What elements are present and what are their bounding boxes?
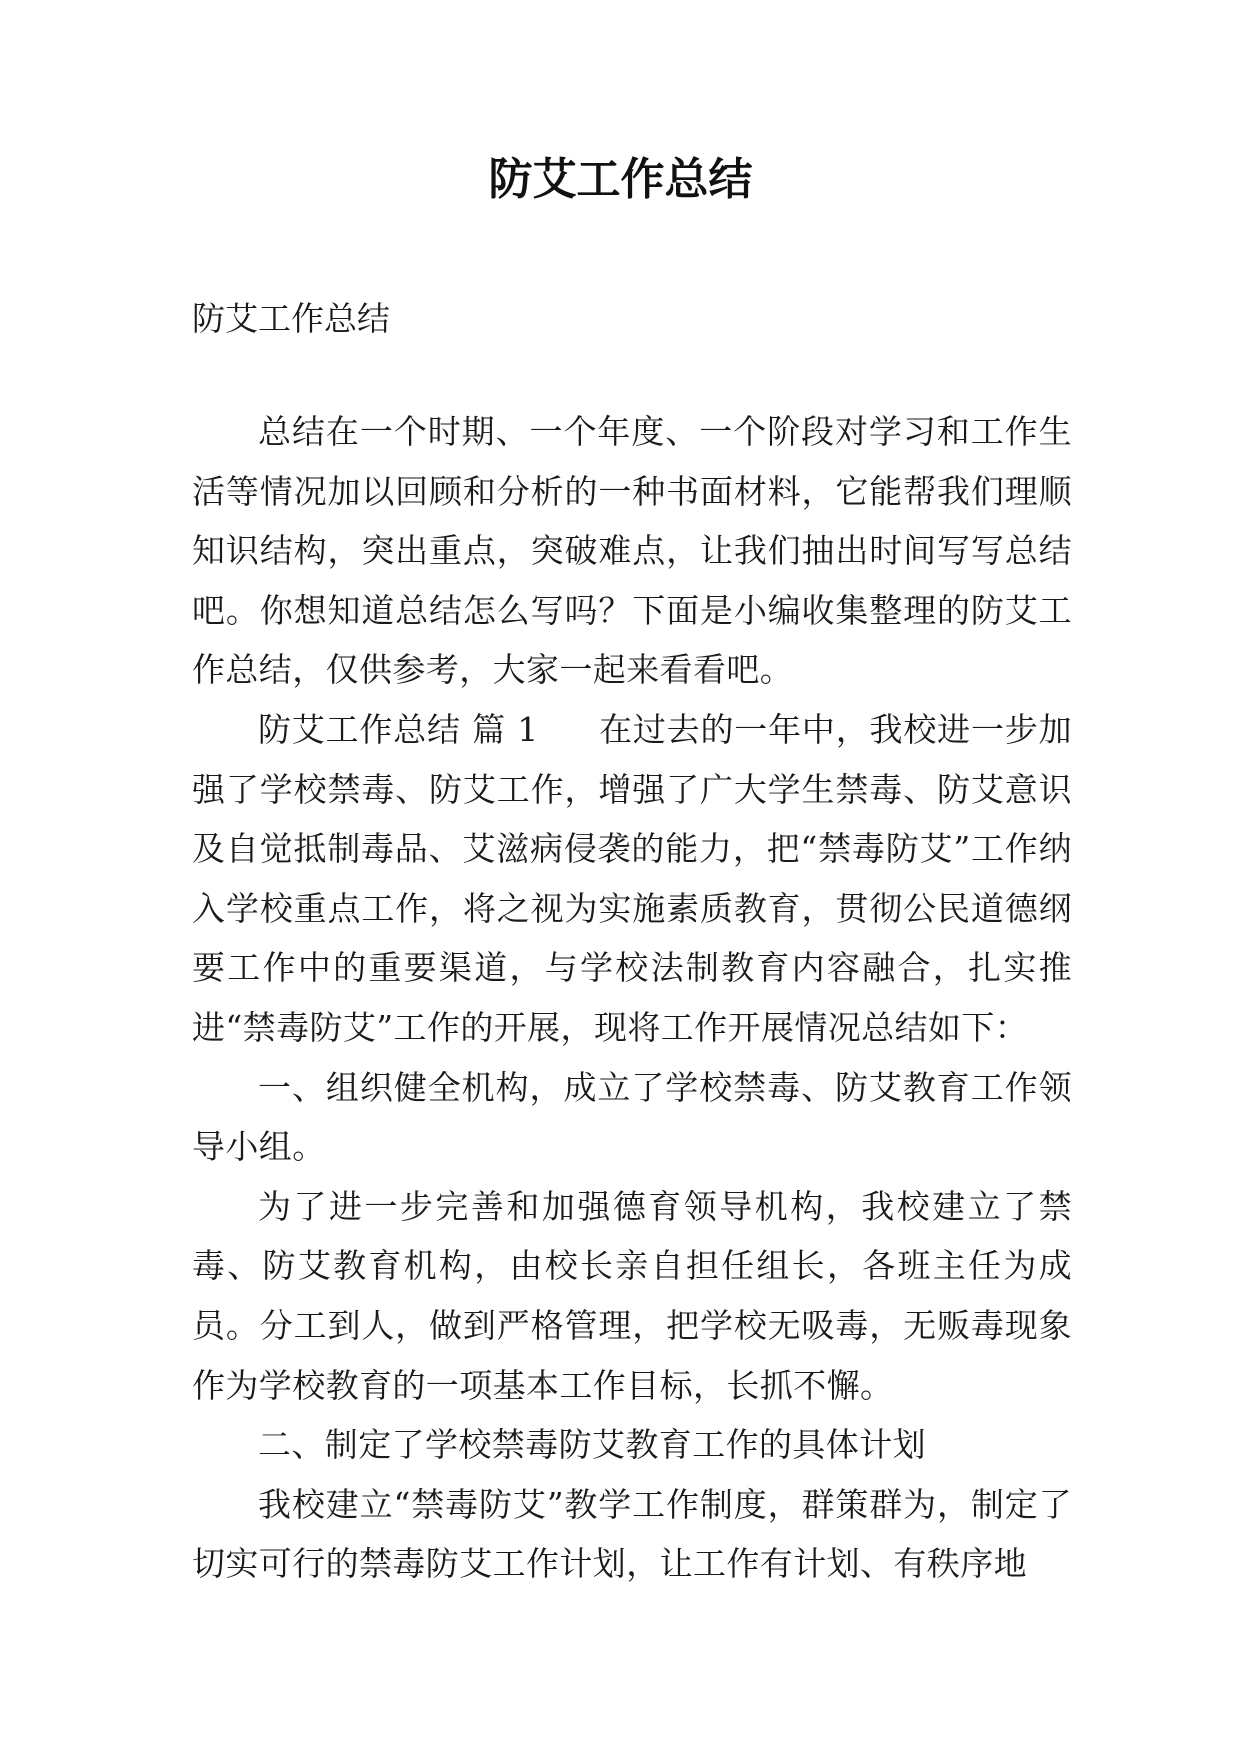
document-subtitle: 防艾工作总结: [192, 299, 390, 338]
part1-text: 在过去的一年中，我校进一步加强了学校禁毒、防艾工作，增强了广大学生禁毒、防艾意识及自觉抵制毒品、艾滋病侵袭的能力，把“禁毒防艾”工作纳入学校重点工作，将之视为实施素质教育，贯彻公民道德纲要工作中的重要渠道，与学校法制教育内容融合，扎实推进“禁毒防艾”工作的开展，现将工作开展情况总结如下：: [192, 709, 1072, 1047]
document-body: [192, 402, 1072, 1594]
section1-body: 为了进一步完善和加强德育领导机构，我校建立了禁毒、防艾教育机构，由校长亲自担任组长，各班主任为成员。分工到人，做到严格管理，把学校无吸毒，无贩毒现象作为学校教育的一项基本工作目标，长抓不懈。: [192, 1186, 1072, 1405]
part1-paragraph: [192, 700, 1072, 1058]
intro-paragraph: 总结在一个时期、一个年度、一个阶段对学习和工作生活等情况加以回顾和分析的一种书面材料，它能帮我们理顺知识结构，突出重点，突破难点，让我们抽出时间写写总结吧。你想知道总结怎么写吗？下面是小编收集整理的防艾工作总结，仅供参考，大家一起来看看吧。: [192, 412, 1072, 690]
document-title: 防艾工作总结: [488, 154, 753, 205]
part1-label: 防艾工作总结 篇 1: [258, 709, 539, 749]
section2-body: 我校建立“禁毒防艾”教学工作制度，群策群为，制定了切实可行的禁毒防艾工作计划，让工作有计划、有秩序地: [192, 1484, 1072, 1584]
section2-heading: 二、制定了学校禁毒防艾教育工作的具体计划: [258, 1425, 926, 1465]
section1-heading: 一、组织健全机构，成立了学校禁毒、防艾教育工作领导小组。: [192, 1067, 1072, 1167]
